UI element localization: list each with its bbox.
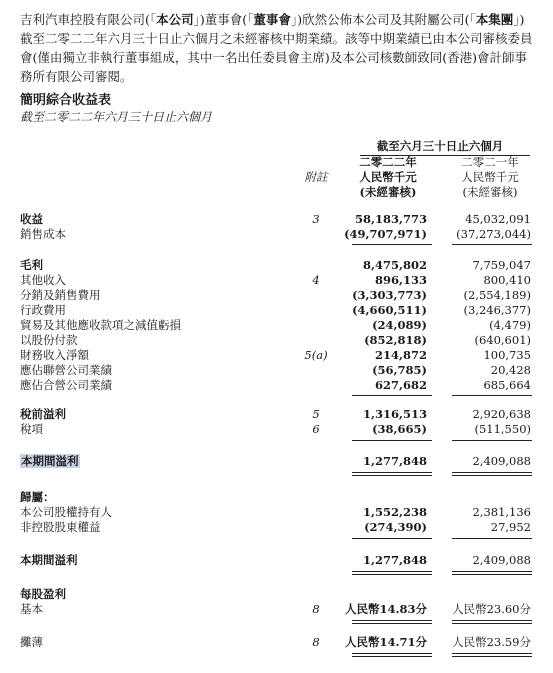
rule-col2 xyxy=(452,653,532,654)
period-header: 截至六月三十日止六個月 xyxy=(376,139,504,153)
row-joint-ventures: 應佔合營公司業績 627,682 685,664 xyxy=(20,378,531,392)
row-cost-of-sales: 銷售成本 (49,707,971) (37,273,044) xyxy=(20,227,531,241)
row-tax: 稅項 6 (38,665) (511,550) xyxy=(20,422,531,436)
row-non-controlling-interests: 非控股股東權益 (274,390) 27,952 xyxy=(20,520,531,534)
rule-col2 xyxy=(452,440,532,441)
rule-col1 xyxy=(352,620,432,621)
rule-col2 xyxy=(452,395,532,396)
row-eps-heading: 每股盈利 xyxy=(20,587,66,601)
rule-col2 xyxy=(452,571,532,572)
rule-col1-double xyxy=(352,656,432,657)
rule-col2-double xyxy=(452,574,532,575)
rule-col1 xyxy=(352,472,432,473)
rule-col1-double xyxy=(352,574,432,575)
col1-unit: 人民幣千元 xyxy=(359,170,417,184)
rule-col1 xyxy=(352,538,432,539)
rule-col1 xyxy=(352,571,432,572)
col2-audit: (未經審核) xyxy=(462,185,518,199)
rule-col1-double xyxy=(352,475,432,476)
rule-col2 xyxy=(452,472,532,473)
statement-title: 簡明綜合收益表 xyxy=(20,93,112,108)
rule-col2 xyxy=(452,620,532,621)
row-distribution: 分銷及銷售費用 (3,303,773) (2,554,189) xyxy=(20,288,531,302)
rule-col2-double xyxy=(452,656,532,657)
row-attributable-heading: 歸屬： xyxy=(20,490,55,504)
intro-paragraph: 吉利汽車控股有限公司(「本公司」)董事會(「董事會」)欣然公佈本公司及其附屬公司(「本集團」)截至二零二二年六月三十日止六個月之未經審核中期業績。該等中期業績已由本公司審核委員會(僅由獨立非執行董事組成，其中一名出任委員會主席)及本公司核數師致同(香港)會計師事務所有限公司審閱。 xyxy=(20,12,533,84)
row-revenue: 收益 3 58,183,773 45,032,091 xyxy=(20,212,531,226)
row-equity-holders: 本公司股權持有人 1,552,238 2,381,136 xyxy=(20,505,531,519)
row-profit-before-tax: 稅前溢利 5 1,316,513 2,920,638 xyxy=(20,407,531,421)
col1-audit: (未經審核) xyxy=(359,185,417,199)
col1-year: 二零二二年 xyxy=(359,155,417,169)
rule-col2 xyxy=(452,538,532,539)
col2-unit: 人民幣千元 xyxy=(461,170,519,184)
row-finance-income: 財務收入淨額 5(a) 214,872 100,735 xyxy=(20,348,531,362)
row-other-income: 其他收入 4 896,133 800,410 xyxy=(20,273,531,287)
row-admin: 行政費用 (4,660,511) (3,246,377) xyxy=(20,303,531,317)
row-profit-for-period-total: 本期間溢利 1,277,848 2,409,088 xyxy=(20,553,531,567)
rule-col1-double xyxy=(352,623,432,624)
row-eps-basic: 基本 8 人民幣14.83分 人民幣23.60分 xyxy=(20,602,531,616)
rule-col1 xyxy=(352,395,432,396)
rule-col1 xyxy=(352,653,432,654)
row-profit-for-period: 本期間溢利 1,277,848 2,409,088 xyxy=(21,454,531,468)
row-impairment: 貿易及其他應收款項之減值虧損 (24,089) (4,479) xyxy=(20,318,531,332)
row-share-payment: 以股份付款 (852,818) (640,601) xyxy=(20,333,531,347)
statement-subtitle: 截至二零二二年六月三十日止六個月 xyxy=(20,110,213,124)
note-column-header: 附註 xyxy=(304,170,328,184)
rule-col1 xyxy=(352,244,432,245)
rule-col2 xyxy=(452,244,532,245)
col2-year: 二零二一年 xyxy=(461,155,519,169)
row-eps-diluted: 攤薄 8 人民幣14.71分 人民幣23.59分 xyxy=(20,635,531,649)
row-gross-profit: 毛利 8,475,802 7,759,047 xyxy=(20,258,531,272)
rule-col1 xyxy=(352,440,432,441)
rule-col2-double xyxy=(452,623,532,624)
rule-col2-double xyxy=(452,475,532,476)
row-associates: 應佔聯營公司業績 (56,785) 20,428 xyxy=(20,363,531,377)
